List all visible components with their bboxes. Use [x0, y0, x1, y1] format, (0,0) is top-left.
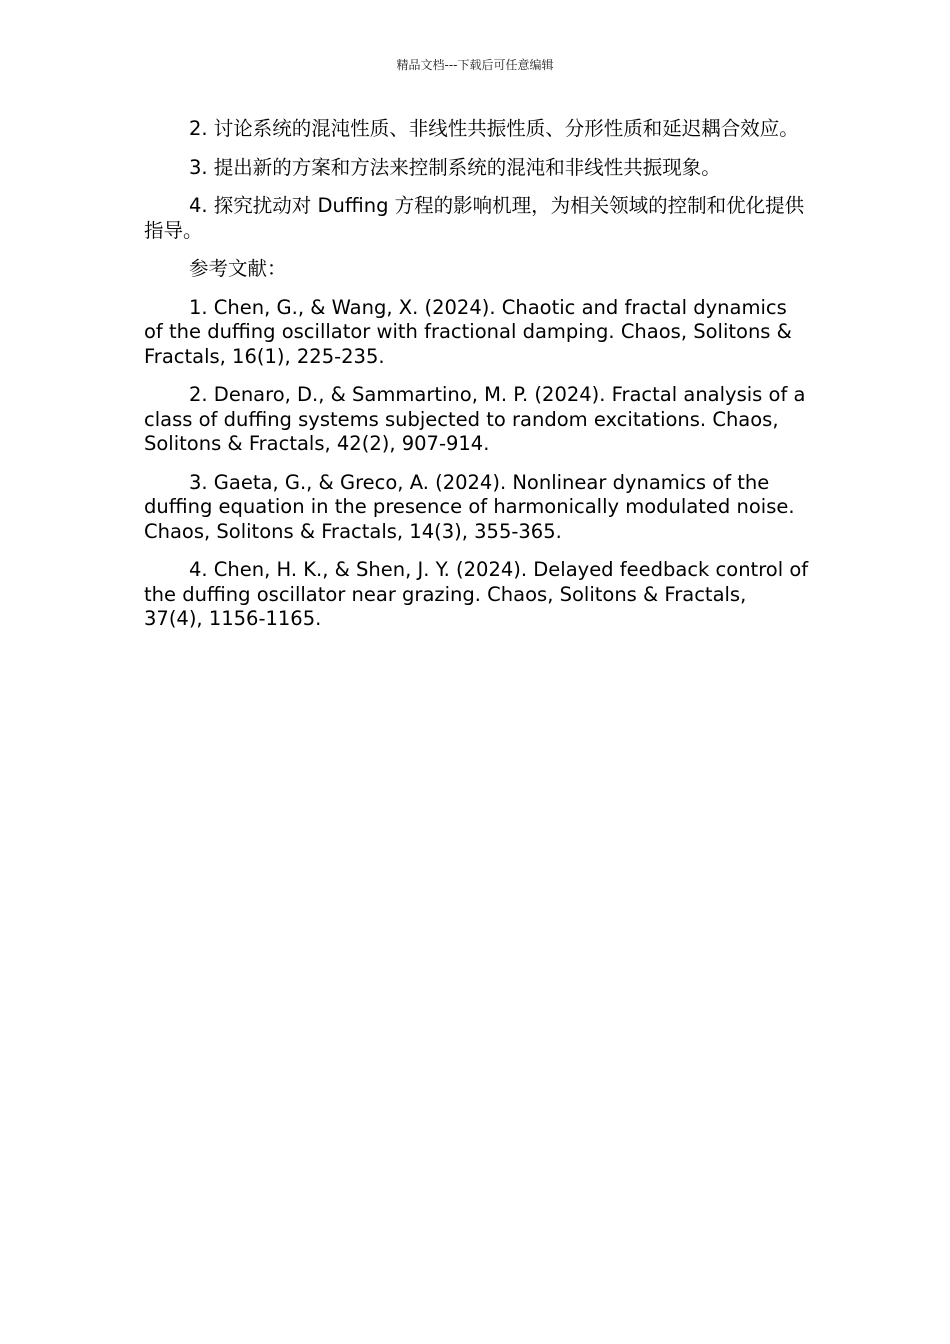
list-item-4: 4. 探究扰动对 Duffing 方程的影响机理，为相关领域的控制和优化提供指导。 — [144, 194, 805, 242]
list-item-3: 3. 提出新的方案和方法来控制系统的混沌和非线性共振现象。 — [189, 155, 721, 179]
page-header: 精品文档---下载后可任意编辑 — [396, 58, 554, 72]
list-item-2: 2. 讨论系统的混沌性质、非线性共振性质、分形性质和延迟耦合效应。 — [189, 117, 799, 140]
reference-item-3: 3. Gaeta, G., & Greco, A. (2024). Nonlinear dynamics of the duffing equation in the presence of harmonically modulated noise. Chaos, Solitons & Fractals, 14(3), 355-365. — [144, 470, 795, 543]
references-heading: 参考文献： — [189, 257, 287, 280]
reference-item-4: 4. Chen, H. K., & Shen, J. Y. (2024). Delayed feedback control of the duffing oscillator near grazing. Chaos, Solitons & Fractals, 37(4), 1156-1165. — [144, 558, 809, 630]
document-body — [144, 117, 809, 646]
reference-item-1: 1. Chen, G., & Wang, X. (2024). Chaotic and fractal dynamics of the duffing oscillator with fractional damping. Chaos, Solitons & Fractals, 16(1), 225-235. — [144, 295, 792, 368]
reference-item-2: 2. Denaro, D., & Sammartino, M. P. (2024). Fractal analysis of a class of duffing systems subjected to random excitations. Chaos, Solitons & Fractals, 42(2), 907-914. — [144, 383, 806, 455]
